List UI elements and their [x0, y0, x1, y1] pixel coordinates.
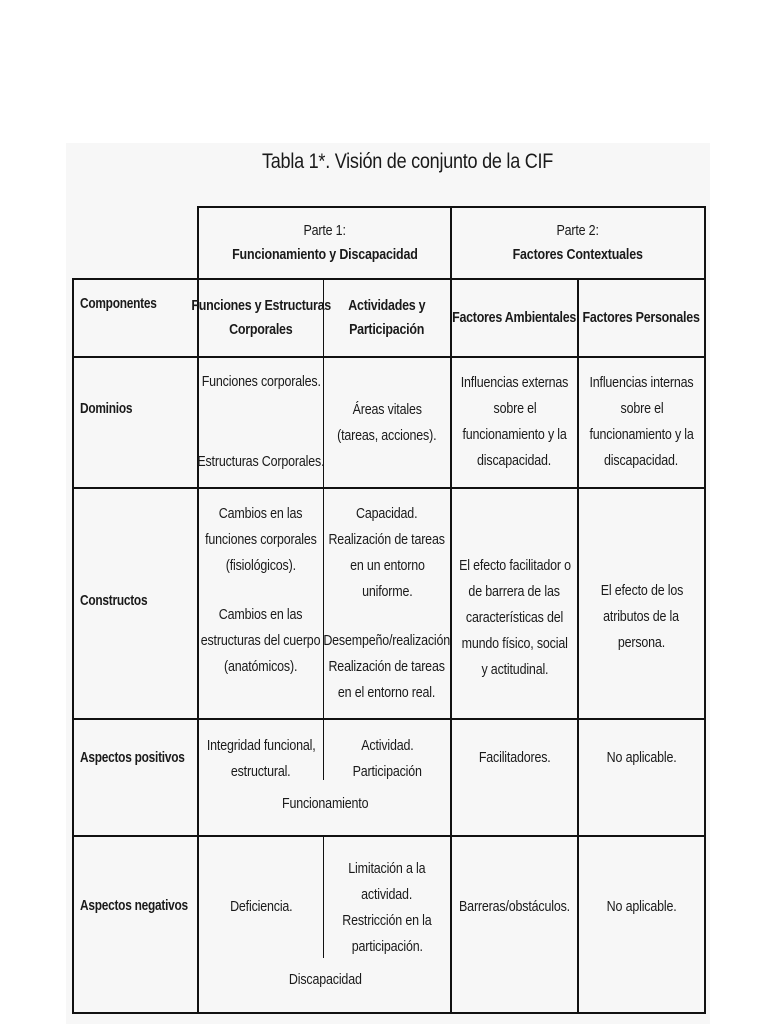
rule-row4	[72, 835, 705, 837]
negativos-c1: Deficiencia.	[229, 899, 293, 915]
part2-label: Parte 2:	[556, 223, 600, 239]
col-header-ambientales: Factores Ambientales	[452, 310, 577, 326]
constructos-c4: El efecto de los atributos de la persona.	[600, 583, 683, 651]
col-header-actividades: Actividades y Participación	[348, 298, 426, 338]
part1-header	[199, 212, 450, 274]
dominios-c1-top: Funciones corporales.	[201, 374, 321, 390]
table-title: Tabla 1*. Visión de conjunto de la CIF	[262, 150, 554, 173]
positivos-c3: Facilitadores.	[478, 750, 551, 766]
rule-row2	[72, 487, 705, 489]
row-header-componentes: Componentes	[80, 296, 157, 312]
dominios-c1-bottom: Estructuras Corporales.	[197, 454, 325, 470]
positivos-c1: Integridad funcional, estructural.	[206, 738, 316, 780]
part1-label: Parte 1:	[303, 223, 346, 239]
negativos-c3: Barreras/obstáculos.	[459, 899, 570, 915]
col-rule-left	[72, 278, 74, 1014]
col-header-personales: Factores Personales	[582, 310, 701, 326]
constructos-c2-bottom: Desempeño/realización Realización de tareas en el entorno real.	[323, 633, 451, 701]
constructos-c3: El efecto facilitador o de barrera de las características del mundo físico, social y actitudinal.	[458, 558, 571, 678]
row-header-dominios: Dominios	[80, 401, 133, 417]
constructos-c1-bottom: Cambios en las estructuras del cuerpo (anatómicos).	[201, 607, 321, 675]
part1-name: Funcionamiento y Discapacidad	[231, 247, 418, 263]
rule-bottom	[72, 1012, 705, 1014]
rule-row1	[72, 356, 705, 358]
row-header-constructos: Constructos	[80, 593, 148, 609]
span-discapacidad: Discapacidad	[288, 972, 362, 988]
positivos-c2: Actividad. Participación	[352, 738, 422, 780]
part2-name: Factores Contextuales	[512, 247, 644, 263]
dominios-c3: Influencias externas sobre el funcionamiento y la discapacidad.	[460, 375, 569, 469]
dominios-c2: Áreas vitales (tareas, acciones).	[337, 402, 437, 444]
row-header-aspectos-negativos: Aspectos negativos	[80, 898, 188, 914]
constructos-c1-top: Cambios en las funciones corporales (fisiológicos).	[205, 506, 317, 574]
dominios-c4: Influencias internas sobre el funcionamiento y la discapacidad.	[589, 375, 694, 469]
col-rule-right	[704, 206, 706, 1014]
constructos-c2-top: Capacidad. Realización de tareas en un entorno uniforme.	[328, 506, 446, 600]
rule-row3	[72, 718, 705, 720]
positivos-c4: No aplicable.	[606, 750, 677, 766]
span-funcionamiento: Funcionamiento	[281, 796, 369, 812]
col-header-funciones: Funciones y Estructuras Corporales	[191, 298, 331, 338]
negativos-c2: Limitación a la actividad. Restricción en la participación.	[342, 861, 432, 955]
negativos-c4: No aplicable.	[606, 899, 677, 915]
row-header-aspectos-positivos: Aspectos positivos	[80, 750, 185, 766]
part2-header	[452, 212, 704, 274]
